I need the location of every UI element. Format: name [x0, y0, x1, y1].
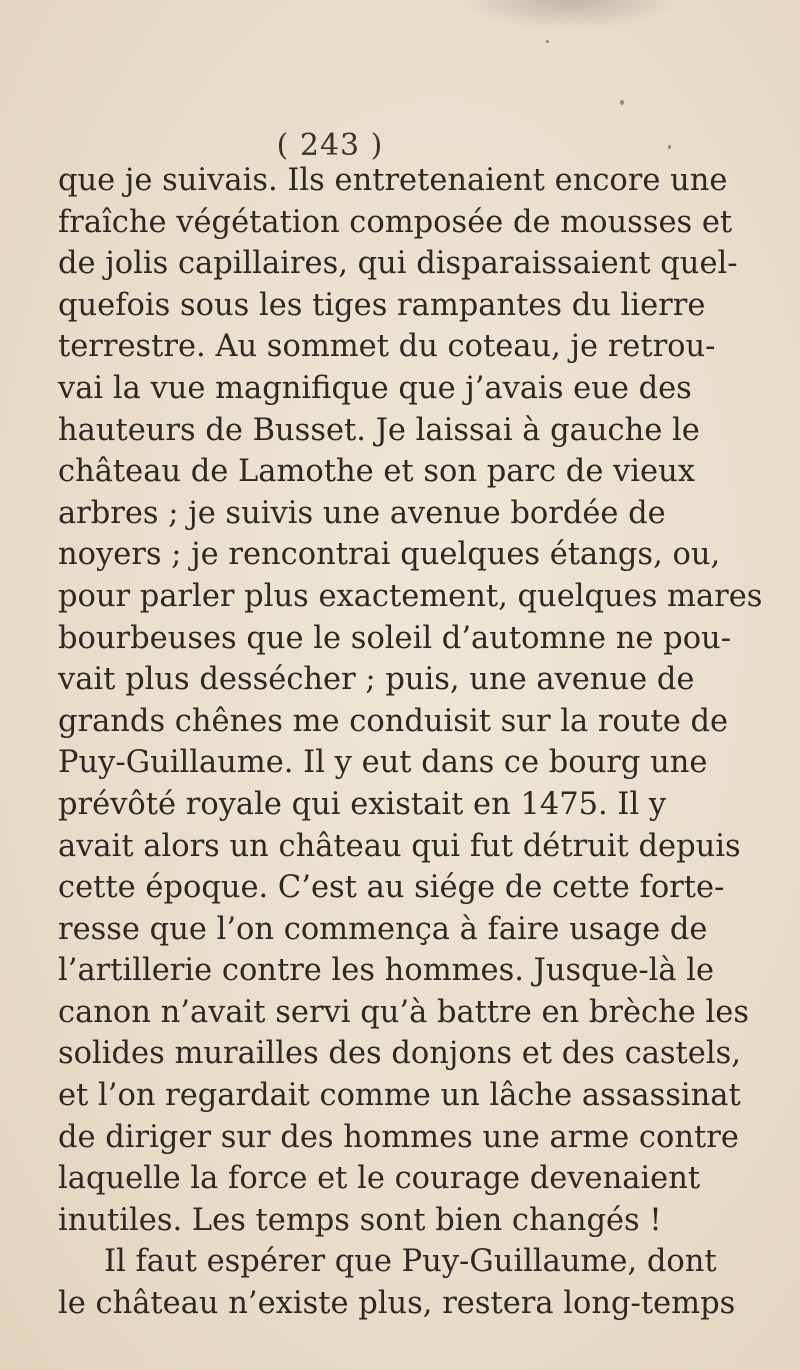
text-line: de diriger sur des hommes une arme contre [58, 1119, 739, 1155]
text-line: inutiles. Les temps sont bien changés ! [58, 1202, 662, 1238]
text-line: de jolis capillaires, qui disparaissaient quel- [58, 246, 738, 282]
text-line: avait alors un château qui fut détruit depuis [58, 828, 741, 864]
text-line: noyers ; je rencontrai quelques étangs, ou, [58, 537, 721, 573]
text-line: hauteurs de Busset. Je laissai à gauche le [58, 412, 700, 448]
text-line: vait plus dessécher ; puis, une avenue de [58, 662, 695, 698]
text-line: Il faut espérer que Puy-Guillaume, dont [104, 1244, 717, 1280]
text-line: arbres ; je suivis une avenue bordée de [58, 495, 666, 531]
text-line: canon n’avait servi qu’à battre en brèche les [58, 994, 749, 1030]
text-line: grands chênes me conduisit sur la route de [58, 703, 729, 739]
text-line: cette époque. C’est au siége de cette forte- [58, 870, 725, 906]
text-line: bourbeuses que le soleil d’automne ne pou- [58, 620, 732, 656]
ink-speck [668, 145, 671, 149]
text-line: château de Lamothe et son parc de vieux [58, 454, 695, 490]
page-number: ( 243 ) [276, 128, 384, 163]
text-line: et l’on regardait comme un lâche assassinat [58, 1078, 741, 1114]
page-stain [460, 0, 680, 30]
text-line: resse que l’on commença à faire usage de [58, 911, 708, 947]
ink-speck [620, 100, 624, 105]
text-line: pour parler plus exactement, quelques mares [58, 578, 763, 614]
text-line: laquelle la force et le courage devenaient [58, 1161, 701, 1197]
text-line: solides murailles des donjons et des castels, [58, 1036, 741, 1072]
text-line: l’artillerie contre les hommes. Jusque-là le [58, 953, 715, 989]
text-line: prévôté royale qui existait en 1475. Il y [58, 786, 667, 822]
text-line: le château n’existe plus, restera long-temps [58, 1286, 736, 1322]
text-line: terrestre. Au sommet du coteau, je retrou- [58, 329, 716, 365]
text-line: que je suivais. Ils entretenaient encore une [58, 163, 728, 198]
text-line: quefois sous les tiges rampantes du lierre [58, 287, 706, 323]
text-line: vai la vue magnifique que j’avais eue des [58, 370, 692, 406]
text-line: fraîche végétation composée de mousses et [58, 204, 733, 240]
ink-speck [546, 40, 549, 43]
text-line: Puy-Guillaume. Il y eut dans ce bourg une [58, 745, 708, 781]
body-text [58, 160, 763, 1325]
